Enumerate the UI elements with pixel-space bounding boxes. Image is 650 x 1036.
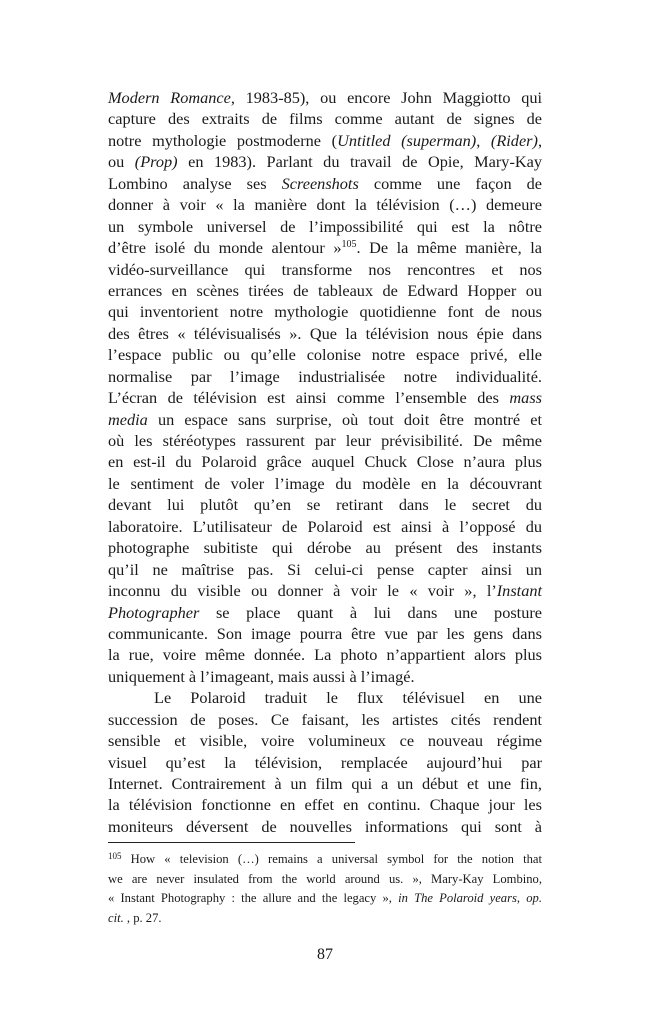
body-line <box>108 409 542 430</box>
text-segment: capture des extraits de films comme autant de signes de <box>108 109 542 129</box>
italic-text: op. <box>526 891 542 906</box>
body-line <box>108 794 542 815</box>
text-segment: Lombino analyse ses <box>108 173 282 193</box>
text-segment: succession de poses. Ce faisant, les artistes cités rendent <box>108 709 542 729</box>
text-segment: , <box>476 130 491 150</box>
body-line <box>108 666 542 687</box>
footnote-line <box>108 850 542 870</box>
footnote-reference: 105 <box>341 239 357 251</box>
footnote-separator <box>108 842 355 843</box>
text-segment: , p. 27. <box>123 910 162 925</box>
italic-text: Instant <box>496 581 542 601</box>
body-line <box>108 559 542 580</box>
footnote-line <box>108 909 542 929</box>
text-segment: vidéo-surveillance qui transforme nos rencontres et nos <box>108 259 542 279</box>
italic-text: mass <box>509 388 542 408</box>
italic-text: Modern Romance <box>108 88 231 107</box>
text-segment: la télévision fonctionne en effet en continu. Chaque jour les <box>108 795 542 815</box>
text-segment: devant lui plutôt qu’en se retirant dans le secret du <box>108 495 542 515</box>
body-line <box>108 173 542 194</box>
text-segment: donner à voir « la manière dont la télévision (…) demeure <box>108 195 542 215</box>
body-line <box>108 773 542 794</box>
text-segment: uniquement à l’imageant, mais aussi à l’imagé. <box>108 666 415 686</box>
body-line <box>108 194 542 215</box>
body-line <box>108 387 542 408</box>
body-line <box>108 623 542 644</box>
body-line <box>108 108 542 129</box>
text-segment: photographe subitiste qui dérobe au présent des instants <box>108 538 542 558</box>
text-segment: se place quant à lui dans une posture <box>199 602 542 622</box>
body-line <box>108 87 542 108</box>
footnote-line <box>108 889 542 909</box>
italic-text: (Rider) <box>490 130 538 150</box>
text-segment: en est-il du Polaroid grâce auquel Chuck Close n’aura plus <box>108 452 542 472</box>
text-segment: d’être isolé du monde alentour » <box>108 238 342 258</box>
text-segment: we are never insulated from the world around us. », Mary-Kay Lombino, <box>108 871 542 886</box>
text-segment: visuel qu’est la télévision, remplacée aujourd’hui par <box>108 752 542 772</box>
body-line <box>108 344 542 365</box>
text-segment: qui inventorient notre mythologie quotidienne font de nous <box>108 302 542 322</box>
text-segment: un symbole universel de l’impossibilité qui est la nôtre <box>108 216 542 236</box>
body-line <box>108 130 542 151</box>
text-segment: comme une façon de <box>358 173 543 193</box>
text-segment: qu’il ne maîtrise pas. Si celui-ci pense capter ainsi un <box>108 559 542 579</box>
text-segment: laboratoire. L’utilisateur de Polaroid est ainsi à l’opposé du <box>108 516 542 536</box>
text-segment: , <box>516 891 527 906</box>
footnote-reference: 105 <box>108 851 122 861</box>
text-segment: le sentiment de voler l’image du modèle en la découvrant <box>108 473 542 493</box>
body-line <box>108 730 542 751</box>
text-segment: la rue, voire même donnée. La photo n’appartient alors plus <box>108 645 542 665</box>
body-line <box>108 237 542 258</box>
body-line <box>108 473 542 494</box>
body-line <box>108 687 542 708</box>
body-line <box>108 259 542 280</box>
body-line <box>108 280 542 301</box>
text-segment: , 1983-85), ou encore John Maggiotto qui <box>230 88 542 107</box>
text-segment: communicante. Son image pourra être vue par les gens dans <box>108 623 542 643</box>
text-segment: Internet. Contrairement à un film qui a un début et une fin, <box>108 774 542 793</box>
italic-text: (Prop) <box>134 152 178 172</box>
text-segment: normalise par l’image industrialisée notre individualité. <box>108 366 542 386</box>
italic-text: Screenshots <box>281 173 359 193</box>
text-segment: en 1983). Parlant du travail de Opie, Mary-Kay <box>177 152 542 172</box>
body-line <box>108 516 542 537</box>
body-line <box>108 602 542 623</box>
body-line <box>108 151 542 172</box>
italic-text: cit. <box>108 910 124 925</box>
italic-text: Photographer <box>108 602 200 622</box>
text-segment: L’écran de télévision est ainsi comme l’ensemble des <box>108 388 510 408</box>
text-segment: moniteurs déversent de nouvelles informations qui sont à <box>108 816 542 836</box>
text-segment: où les stéréotypes rassurent par leur prévisibilité. De même <box>108 431 542 450</box>
body-line <box>108 430 542 451</box>
body-text <box>108 87 542 837</box>
body-line <box>108 709 542 730</box>
text-segment: l’espace public ou qu’elle colonise notre espace privé, elle <box>108 345 542 365</box>
body-line <box>108 216 542 237</box>
body-line <box>108 752 542 773</box>
body-line <box>108 301 542 322</box>
text-segment: How « television (…) remains a universal symbol for the notion that <box>121 852 542 866</box>
body-line <box>108 451 542 472</box>
body-line <box>108 494 542 515</box>
text-segment: inconnu du visible ou donner à voir le « voir », l’ <box>108 581 497 601</box>
body-line <box>108 580 542 601</box>
text-segment: errances en scènes tirées de tableaux de Edward Hopper ou <box>108 280 542 300</box>
text-segment: notre mythologie postmoderne ( <box>108 130 338 150</box>
body-line <box>108 366 542 387</box>
text-segment: . De la même manière, la <box>356 238 543 258</box>
body-line <box>108 537 542 558</box>
italic-text: Untitled (superman) <box>337 130 477 150</box>
footnote <box>108 850 542 928</box>
page-number: 87 <box>317 946 333 963</box>
text-segment: des êtres « télévisualisés ». Que la télévision nous épie dans <box>108 323 542 343</box>
text-segment: Le Polaroid traduit le flux télévisuel en une <box>154 688 542 708</box>
italic-text: media <box>108 409 148 429</box>
text-segment: ou <box>108 152 135 172</box>
body-line <box>108 644 542 665</box>
footnote-line <box>108 870 542 890</box>
body-line <box>108 816 542 837</box>
text-segment: , <box>537 130 543 150</box>
text-segment: sensible et visible, voire volumineux ce nouveau régime <box>108 731 542 751</box>
body-line <box>108 323 542 344</box>
text-segment: un espace sans surprise, où tout doit être montré et <box>147 409 542 429</box>
italic-text: in The Polaroid years <box>398 891 517 906</box>
text-segment: « Instant Photography : the allure and the legacy », <box>108 891 399 906</box>
